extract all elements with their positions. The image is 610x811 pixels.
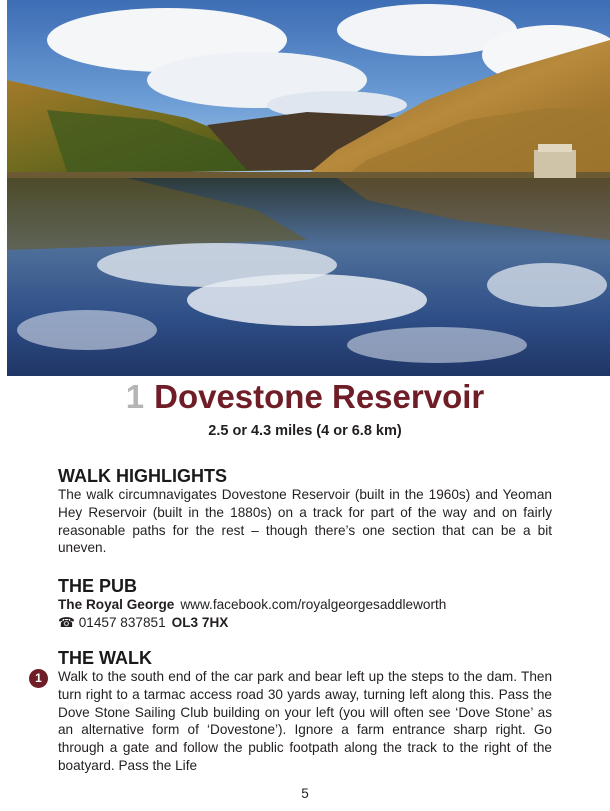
- pub-section: [58, 576, 552, 632]
- reservoir-photo: [7, 0, 610, 376]
- reservoir-landscape-image: [7, 0, 610, 376]
- pub-name-line: [58, 596, 552, 614]
- walk-distance: 2.5 or 4.3 miles (4 or 6.8 km): [208, 423, 402, 439]
- walk-directions-text: Walk to the south end of the car park and bear left up the steps to the dam. Then turn right to a tarmac access road 30 yards away, turning left along this. Pass the Dove Stone Sailing Club building on your left (you will often see ‘Dove Stone’ as an alternative form of ‘Dovestone’). Ignore a farm entrance sharp right. Go through a gate and follow the public footpath along the track to the right of the boatyard. Pass the Life: [58, 669, 552, 773]
- walk-name: Dovestone Reservoir: [154, 378, 485, 415]
- pub-postcode: OL3 7HX: [171, 614, 229, 630]
- walk-directions-section: [58, 648, 552, 775]
- pub-phone: 01457 837851: [78, 614, 166, 630]
- walk-directions-heading: THE WALK: [58, 648, 152, 668]
- telephone-icon: ☎: [58, 614, 75, 630]
- step-number-badge: 1: [29, 669, 48, 688]
- pub-website-link[interactable]: www.facebook.com/royalgeorgesaddleworth: [180, 597, 447, 612]
- walk-title: [0, 378, 610, 416]
- pub-name: The Royal George: [58, 597, 175, 612]
- walk-number: 1: [125, 378, 145, 415]
- walk-highlights-section: [58, 466, 552, 557]
- walk-highlights-heading: WALK HIGHLIGHTS: [58, 466, 227, 486]
- pub-contact-line: [58, 614, 552, 632]
- walk-highlights-text: The walk circumnavigates Dovestone Reservoir (built in the 1960s) and Yeoman Hey Reservoir (built in the 1880s) on a track for part of the way and on fairly reasonable paths for the rest – though there’s one section that can be a bit uneven.: [58, 487, 552, 556]
- page-number: 5: [301, 786, 309, 801]
- pub-heading: THE PUB: [58, 576, 138, 596]
